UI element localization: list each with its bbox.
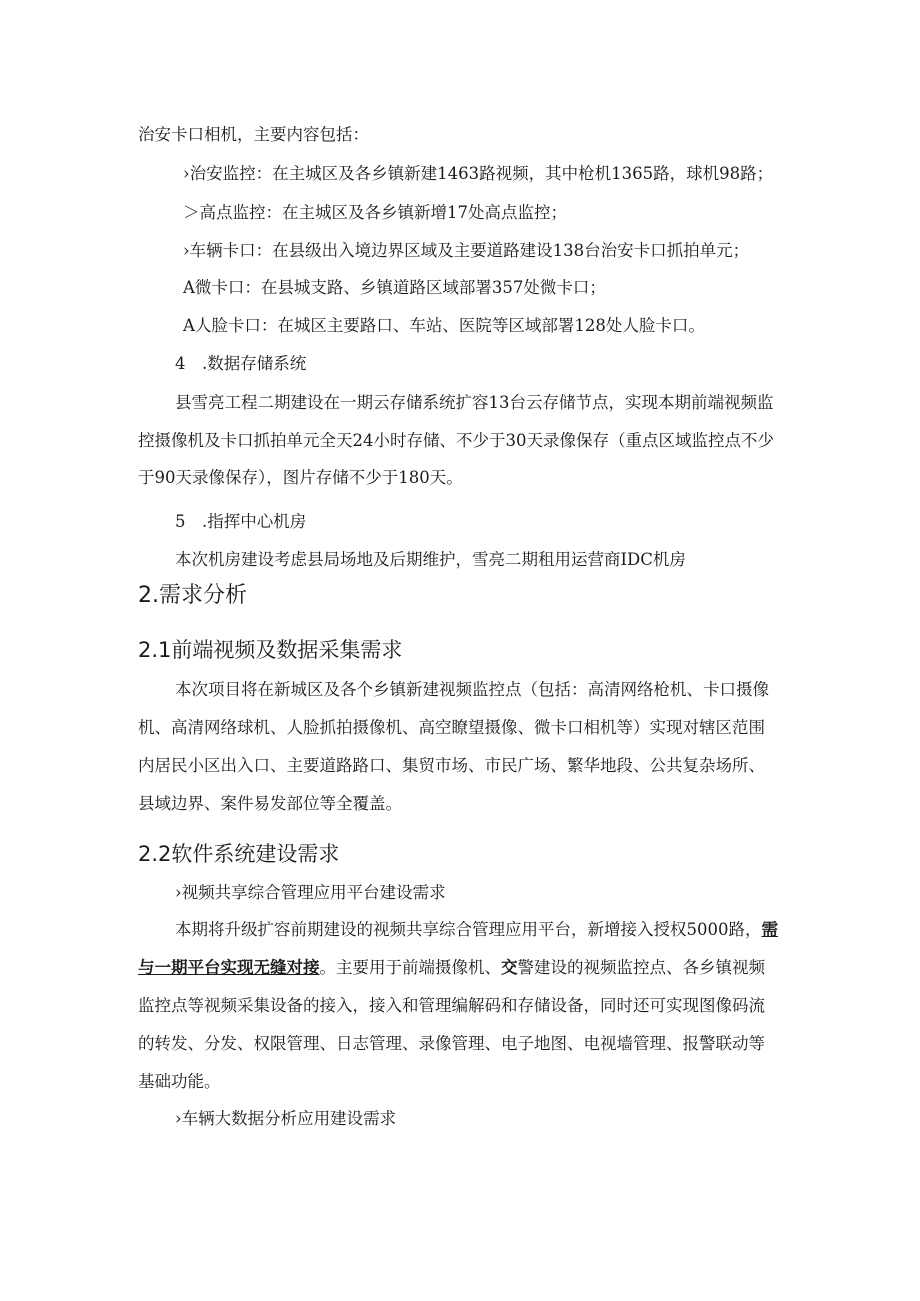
- paragraph-line: 监控点等视频采集设备的接入，接入和管理编解码和存储设备，同时还可实现图像码流: [138, 996, 765, 1015]
- bullet-item: [183, 240, 749, 262]
- text-run: 本期将升级扩容前期建设的视频共享综合管理应用平台，新增接入授权5000路，: [175, 920, 762, 939]
- bullet-marker: ›: [183, 241, 190, 260]
- paragraph-line: 的转发、分发、权限管理、日志管理、录像管理、电子地图、电视墙管理、报警联动等: [138, 1034, 765, 1053]
- subheading-item: ›车辆大数据分析应用建设需求: [175, 1109, 397, 1128]
- subheading-item: ›视频共享综合管理应用平台建设需求: [175, 883, 446, 902]
- bullet-item: [183, 163, 773, 185]
- intro-line: 治安卡口相机，主要内容包括：: [138, 125, 369, 144]
- bullet-item: [183, 202, 567, 224]
- bullet-item: [183, 277, 606, 299]
- paragraph-line: 内居民小区出入口、主要道路路口、集贸市场、市民广场、繁华地段、公共复杂场所、: [138, 756, 765, 775]
- heading-2: 2.需求分析: [138, 583, 247, 608]
- paragraph-line: [175, 919, 778, 941]
- text-run: 警建设的视频监控点、各乡镇视频: [517, 958, 765, 977]
- bullet-marker: A: [183, 278, 195, 297]
- section-4-title: 4 .数据存储系统: [175, 354, 307, 373]
- bullet-text: 高点监控：在主城区及各乡镇新增17处高点监控；: [199, 203, 567, 222]
- paragraph-line: 县域边界、案件易发部位等全覆盖。: [138, 794, 402, 813]
- section-5-title: 5 .指挥中心机房: [175, 512, 307, 531]
- emphasis-text: 需: [761, 920, 778, 939]
- section-4-line: 控摄像机及卡口抓拍单元全天24小时存储、不少于30天录像保存（重点区域监控点不少: [138, 431, 774, 450]
- section-4-line: 县雪亮工程二期建设在一期云存储系统扩容13台云存储节点，实现本期前端视频监: [175, 393, 774, 412]
- emphasis-text: 与一期平台实现无缝对接: [138, 958, 320, 977]
- section-5-text: 本次机房建设考虑县局场地及后期维护，雪亮二期租用运营商IDC机房: [175, 550, 686, 569]
- heading-2-2: 2.2软件系统建设需求: [138, 842, 340, 866]
- bullet-text: 治安监控：在主城区及各乡镇新建1463路视频，其中枪机1365路，球机98路；: [189, 164, 774, 183]
- bullet-text: 车辆卡口：在县级出入境边界区域及主要道路建设138台治安卡口抓拍单元；: [189, 241, 750, 260]
- heading-2-1: 2.1前端视频及数据采集需求: [138, 638, 403, 662]
- paragraph-line: 本次项目将在新城区及各个乡镇新建视频监控点（包括：高清网络枪机、卡口摄像: [175, 680, 769, 699]
- bullet-text: 微卡口：在县城支路、乡镇道路区域部署357处微卡口；: [194, 278, 606, 297]
- bullet-marker: ＞: [183, 203, 200, 222]
- bullet-item: [183, 315, 705, 337]
- paragraph-line: [138, 957, 765, 979]
- bullet-text: 人脸卡口：在城区主要路口、车站、医院等区域部署128处人脸卡口。: [194, 316, 705, 335]
- bullet-marker: A: [183, 316, 195, 335]
- text-run: 。主要用于前端摄像机、: [319, 958, 501, 977]
- bullet-marker: ›: [183, 164, 190, 183]
- bold-char: 交: [501, 958, 518, 977]
- paragraph-line: 基础功能。: [138, 1072, 221, 1091]
- paragraph-line: 机、高清网络球机、人脸抓拍摄像机、高空瞭望摄像、微卡口相机等）实现对辖区范围: [138, 718, 765, 737]
- section-4-line: 于90天录像保存），图片存储不少于180天。: [138, 468, 463, 487]
